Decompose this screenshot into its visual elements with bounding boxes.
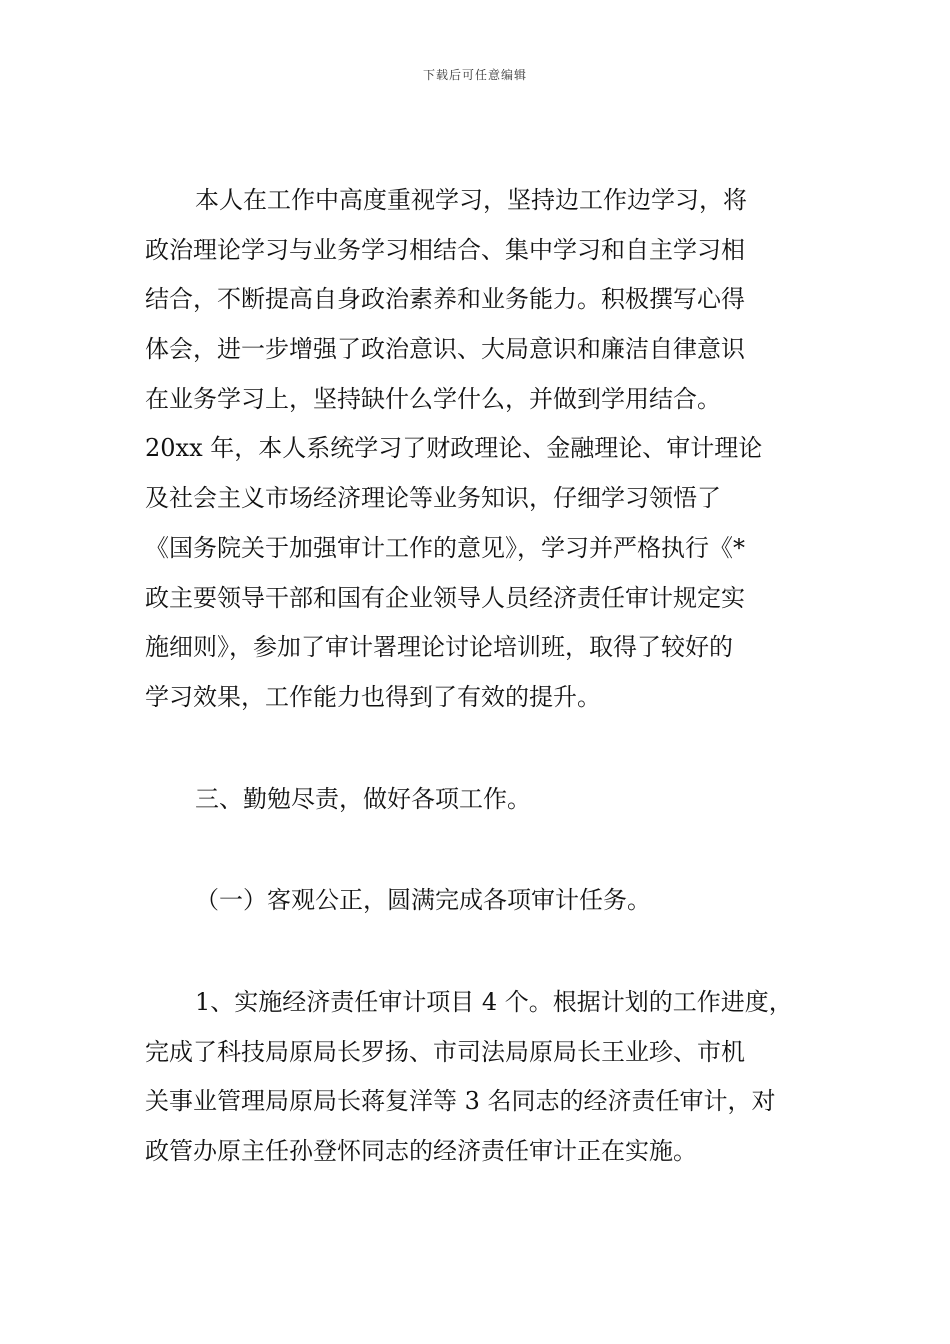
spacer (145, 926, 817, 978)
paragraph-line: 政管办原主任孙登怀同志的经济责任审计正在实施。 (145, 1137, 697, 1165)
page-header-note: 下载后可任意编辑 (422, 68, 527, 82)
paragraph-study (145, 176, 817, 723)
paragraph-audit-projects (145, 978, 817, 1177)
paragraph-line: 关事业管理局原局长蒋复洋等 3 名同志的经济责任审计，对 (145, 1087, 776, 1116)
paragraph-line: 学习效果，工作能力也得到了有效的提升。 (145, 682, 601, 711)
document-body (145, 176, 817, 1177)
paragraph-line: 本人在工作中高度重视学习，坚持边工作边学习，将 (195, 186, 747, 214)
paragraph-line: 及社会主义市场经济理论等业务知识，仔细学习领悟了 (145, 484, 721, 513)
paragraph-line: 1、实施经济责任审计项目 4 个。根据计划的工作进度， (195, 987, 793, 1016)
paragraph-line: 施细则》，参加了审计署理论讨论培训班，取得了较好的 (145, 633, 733, 662)
spacer (145, 723, 817, 775)
paragraph-line: 政治理论学习与业务学习相结合、集中学习和自主学习相 (145, 235, 745, 264)
paragraph-line: 在业务学习上，坚持缺什么学什么，并做到学用结合。 (145, 384, 721, 413)
section-heading: 三、勤勉尽责，做好各项工作。 (195, 784, 531, 813)
paragraph-line: 完成了科技局原局长罗扬、市司法局原局长王业珍、市机 (145, 1037, 745, 1066)
paragraph-line: 《国务院关于加强审计工作的意见》，学习并严格执行《* (145, 533, 745, 562)
spacer (145, 824, 817, 876)
paragraph-line: 体会，进一步增强了政治意识、大局意识和廉洁自律意识 (145, 335, 745, 364)
paragraph-line: 结合，不断提高自身政治素养和业务能力。积极撰写心得 (145, 285, 745, 314)
paragraph-line: 20xx 年，本人系统学习了财政理论、金融理论、审计理论 (145, 434, 763, 463)
subsection-heading: （一）客观公正，圆满完成各项审计任务。 (195, 886, 651, 915)
paragraph-line: 政主要领导干部和国有企业领导人员经济责任审计规定实 (145, 583, 745, 612)
